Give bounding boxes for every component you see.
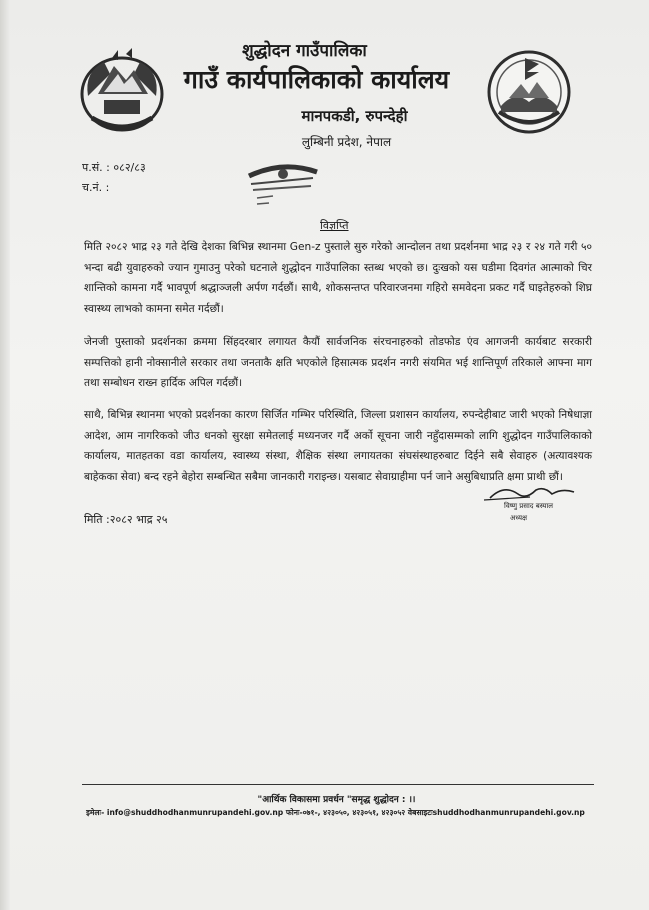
signatory-name: विष्णु प्रसाद बस्याल	[504, 502, 554, 510]
province-name: लुम्बिनी प्रदेश, नेपाल	[301, 135, 392, 149]
municipality-name: शुद्धोदन गाउँपालिका	[242, 41, 367, 61]
office-name: गाउँ कार्यपालिकाको कार्यालय	[183, 65, 450, 94]
office-location: मानपकडी, रुपन्देही	[301, 107, 408, 125]
dispatch-stamp-icon	[243, 158, 321, 214]
footer-divider	[82, 784, 594, 785]
notice-date: मिति :२०८२ भाद्र २५	[84, 513, 168, 526]
dispatch-number: च.नं. :	[82, 181, 110, 194]
signature-block	[470, 480, 590, 540]
notice-paragraph-1: मिति २०८२ भाद्र २३ गते देखि देशका बिभिन्न स्थानमा Gen-z पुस्ताले सुरु गरेको आन्दोलन तथा प्रदर्शनमा भाद्र २३ र २४ गते गरी ५० भन्दा बढी युवाहरुको ज्यान गुमाउनु परेको घटनाले शुद्धोदन गाउँपालिका स्तब्ध भएको छ। दुःखको यस घडीमा दिवगंत आत्माको चिर शान्तिको कामना गर्दै भावपूर्ण श्रद्धाञ्जली अर्पण गर्दछौं। साथै, शोकसन्तप्त परिवारजनमा गहिरो समवेदना प्रकट गर्दै घाइतेहरुको शिघ्र स्वास्थ्य लाभको कामना समेत गर्दछौं।	[84, 241, 592, 315]
signatory-designation: अध्यक्ष	[510, 514, 528, 522]
municipality-logo-icon	[485, 46, 573, 138]
notice-paragraph-2: जेनजी पुस्ताको प्रदर्शनका क्रममा सिंहदरबार लगायत कैयौं सार्वजनिक संरचनाहरुको तोडफोड एंव आगजनी कार्यबाट सरकारी सम्पत्तिको हानी नोक्सानीले सरकार तथा जनताकै क्षति भएकोले हिसात्मक प्रदर्शन नगरी संयमित भई शान्तिपूर्ण तरिकाले आफ्ना माग तथा सम्बोधन राख्न हार्दिक अपिल गर्दछौं।	[84, 336, 592, 389]
footer-motto: "आर्थिक विकासमा प्रवर्धन "समृद्ध शुद्धोदन : ।।	[257, 795, 416, 805]
footer-contact: इमेलः- info@shuddhodhanmunrupandehi.gov.np फोनः-०७१-, ४२३०५०, ४२३०५१, ४२३०५२ वेबसाइटःshuddhodhanmunrupandehi.gov.np	[86, 808, 585, 817]
page-edge-shadow	[0, 0, 10, 910]
notice-title: विज्ञप्ति	[320, 219, 349, 232]
reference-number: प.सं. : ०८२/८३	[82, 161, 146, 174]
notice-paragraph-3: साथै, बिभिन्न स्थानमा भएको प्रदर्शनका कारण सिर्जित गम्भिर परिस्थिति, जिल्ला प्रशासन कार्यालय, रुपन्देहीबाट जारी भएको निषेधाज्ञा आदेश, आम नागरिकको जीउ धनको सुरक्षा समेतलाई मध्यनजर गर्दै अर्को सूचना जारी नहुँदासम्मको लागि शुद्धोदन गाउँपालिकाको कार्यालय, मातहतका वडा कार्यालय, स्वास्थ्य संस्था, शैक्षिक संस्था लगायतका संघसंस्थाहरुबाट दिईने सबै सेवाहरु (अत्यावश्यक बाहेकका सेवा) बन्द रहने बेहोरा सम्बन्धित सबैमा जानकारी गराइन्छ। यसबाट सेवाग्राहीमा पर्न जाने असुबिधाप्रति क्षमा प्राथी छौं।	[84, 409, 592, 483]
